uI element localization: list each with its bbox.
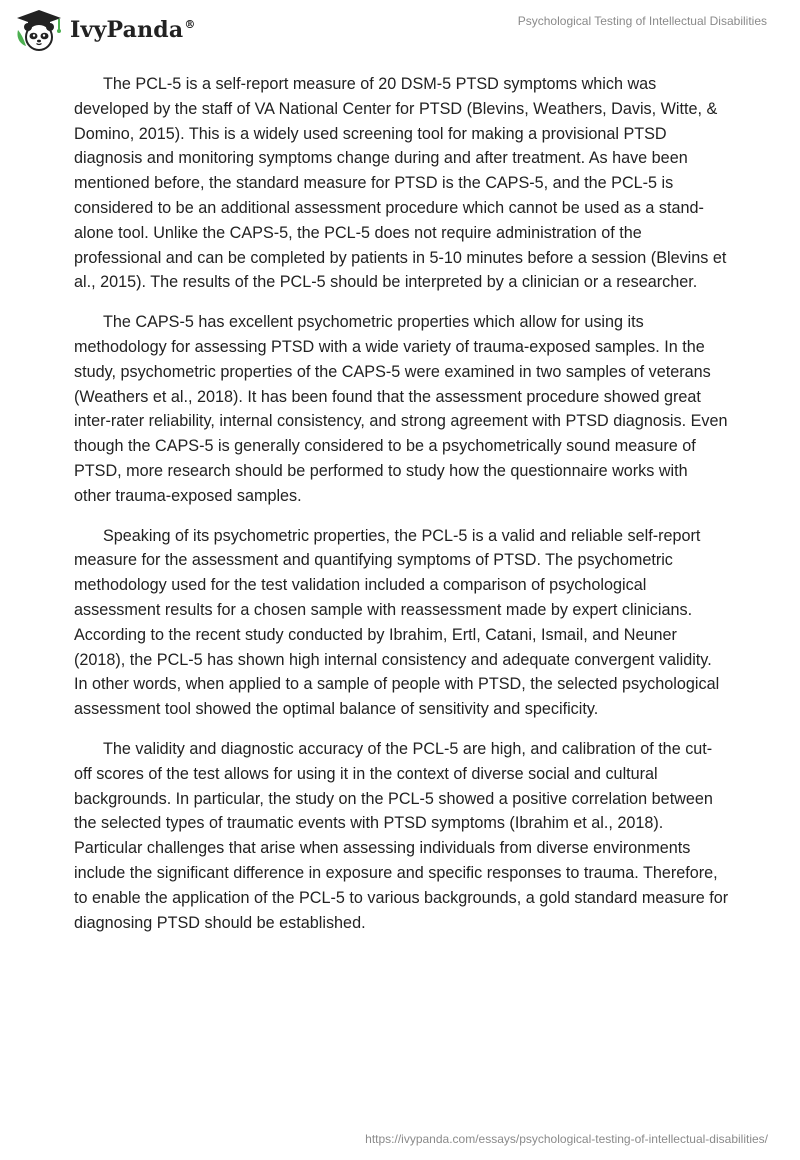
document-title: Psychological Testing of Intellectual Disabilities bbox=[517, 14, 767, 28]
paragraph: The validity and diagnostic accuracy of the PCL-5 are high, and calibration of the cut-off scores of the test allows for using it in the context of diverse social and cultural backgrounds. In particular, the study on the PCL-5 showed a positive correlation between the selected types of traumatic events with PTSD symptoms (Ibrahim et al., 2018). Particular challenges that arise when assessing individuals from diverse environments include the significant difference in exposure and specific responses to trauma. Therefore, to enable the application of the PCL-5 to various backgrounds, a gold standard measure for diagnosing PTSD should be established. bbox=[74, 739, 729, 932]
page-header bbox=[0, 0, 800, 60]
logo-text: IvyPanda bbox=[70, 17, 184, 43]
registered-mark: ® bbox=[184, 18, 196, 31]
panda-graduate-icon bbox=[14, 8, 64, 52]
paragraph: Speaking of its psychometric properties, the PCL-5 is a valid and reliable self-report measure for the assessment and quantifying symptoms of PTSD. The psychometric methodology used for the test validation included a comparison of psychological assessment results for a chosen sample with reassessment made by expert clinicians. According to the recent study conducted by Ibrahim, Ertl, Catani, Ismail, and Neuner (2018), the PCL-5 has shown high internal consistency and adequate convergent validity. In other words, when applied to a sample of people with PTSD, the selected psychological assessment tool showed the optimal balance of sensitivity and specificity. bbox=[74, 526, 720, 719]
ivypanda-logo[interactable] bbox=[14, 8, 196, 52]
paragraph: The PCL-5 is a self-report measure of 20 DSM-5 PTSD symptoms which was developed by the staff of VA National Center for PTSD (Blevins, Weathers, Davis, Witte, & Domino, 2015). This is a widely used screening tool for making a provisional PTSD diagnosis and monitoring symptoms change during and after treatment. As have been mentioned before, the standard measure for PTSD is the CAPS-5, and the PCL-5 is considered to be an additional assessment procedure which cannot be used as a stand-alone tool. Unlike the CAPS-5, the PCL-5 does not require administration of the professional and can be completed by patients in 5-10 minutes before a session (Blevins et al., 2015). The results of the PCL-5 should be interpreted by a clinician or a researcher. bbox=[74, 75, 727, 292]
source-url-link[interactable]: https://ivypanda.com/essays/psychological-testing-of-intellectual-disabilities/ bbox=[365, 1132, 768, 1146]
essay-body bbox=[74, 72, 729, 950]
logo-wordmark bbox=[70, 17, 196, 43]
paragraph: The CAPS-5 has excellent psychometric properties which allow for using its methodology for assessing PTSD with a wide variety of trauma-exposed samples. In the study, psychometric properties of the CAPS-5 were examined in two samples of veterans (Weathers et al., 2018). It has been found that the assessment procedure showed great inter-rater reliability, internal consistency, and strong agreement with PTSD diagnosis. Even though the CAPS-5 is generally considered to be a psychometrically sound measure of PTSD, more research should be performed to study how the questionnaire works with other trauma-exposed samples. bbox=[74, 313, 728, 505]
